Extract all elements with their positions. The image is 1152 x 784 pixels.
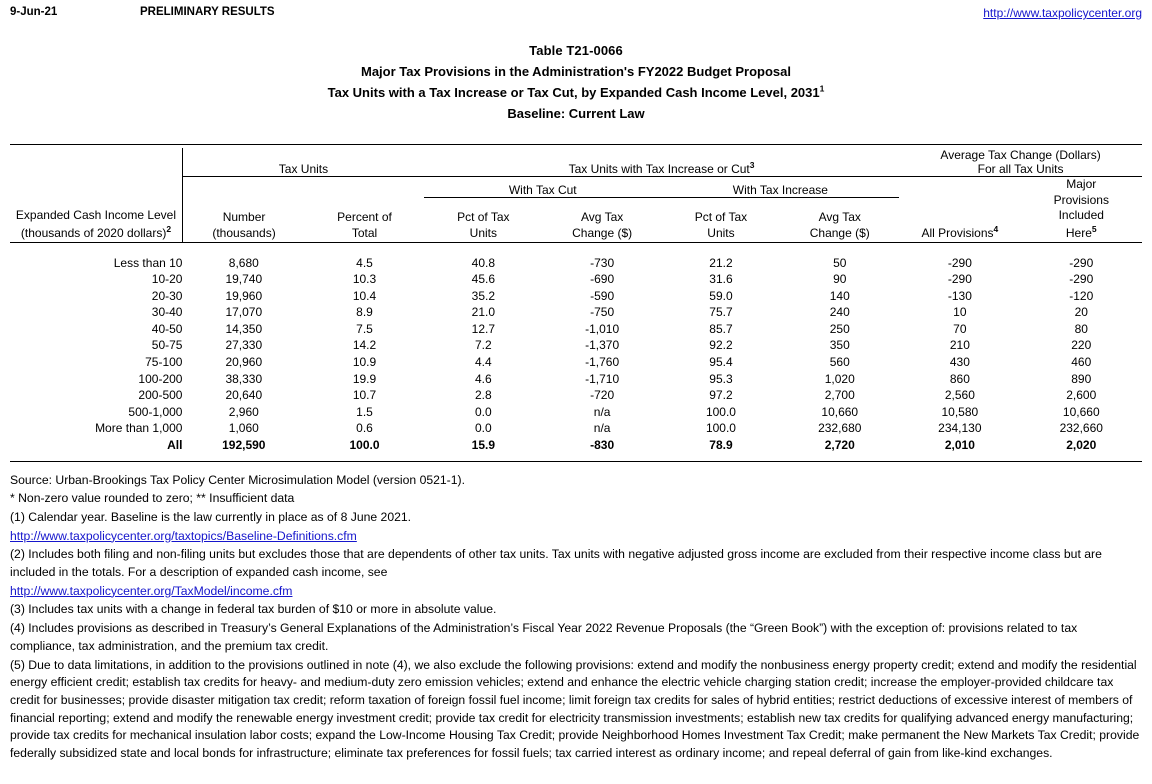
cell-inc-pct: 97.2 — [709, 388, 733, 403]
cell-inc-pct: 75.7 — [709, 305, 733, 320]
cell-percent-total: 10.9 — [352, 355, 377, 370]
cell-inc-avg: 240 — [829, 305, 850, 320]
row-label: Less than 10 — [113, 255, 183, 270]
group-header-increase-or-cut-text: Tax Units with Tax Increase or Cut — [568, 161, 750, 176]
cell-cut-pct: 2.8 — [474, 388, 492, 403]
cell-percent-total: 1.5 — [356, 404, 373, 419]
cell-all-provisions: 2,010 — [944, 438, 975, 453]
row-label: 75-100 — [145, 355, 183, 370]
cell-percent-total: 4.5 — [356, 255, 373, 270]
cell-cut-avg: -830 — [590, 438, 615, 453]
stub-header-footnote: 2 — [166, 224, 172, 235]
cell-percent-total: 7.5 — [356, 321, 373, 336]
cell-number: 14,350 — [225, 321, 263, 336]
cell-major-included: 232,660 — [1059, 421, 1103, 436]
cell-percent-total: 8.9 — [356, 305, 373, 320]
cell-inc-avg: 90 — [833, 272, 847, 287]
note-1: (1) Calendar year. Baseline is the law currently in place as of 8 June 2021. — [10, 510, 412, 524]
cell-cut-avg: -1,710 — [585, 371, 620, 386]
title-line-2-text: Tax Units with a Tax Increase or Tax Cut, by Expanded Cash Income Level, 2031 — [327, 85, 820, 101]
column-header-major-included-footnote: 5 — [1091, 224, 1097, 235]
cell-inc-pct: 31.6 — [709, 272, 733, 287]
cell-percent-total: 0.6 — [356, 421, 373, 436]
cell-inc-pct: 95.3 — [709, 371, 733, 386]
header-link[interactable]: http://www.taxpolicycenter.org — [983, 6, 1142, 20]
row-label: 40-50 — [151, 321, 183, 336]
header-spacer — [10, 243, 1142, 255]
cell-number: 38,330 — [225, 371, 263, 386]
cell-cut-avg: -1,370 — [585, 338, 620, 353]
group-header-increase-or-cut-footnote: 3 — [749, 159, 755, 170]
table-number: Table T21-0066 — [529, 43, 623, 58]
group-header-avg-change-l1: Average Tax Change (Dollars) — [940, 147, 1101, 162]
column-header-percent-total: Percent of Total — [305, 176, 424, 242]
table-total-row — [10, 437, 1142, 454]
cell-number: 19,740 — [225, 272, 263, 287]
row-label: All — [167, 438, 183, 453]
title-line-2-footnote: 1 — [819, 83, 825, 94]
cell-cut-pct: 4.6 — [474, 371, 492, 386]
title-line-1: Major Tax Provisions in the Administration's FY2022 Budget Proposal — [360, 64, 791, 80]
cell-all-provisions: 10 — [953, 305, 967, 320]
cell-cut-pct: 7.2 — [474, 338, 492, 353]
row-label: 500-1,000 — [128, 404, 183, 419]
cell-inc-pct: 100.0 — [705, 421, 736, 436]
cell-inc-pct: 21.2 — [709, 255, 733, 270]
column-header-inc-avg: Avg Tax Change ($) — [780, 197, 899, 242]
cell-cut-avg: -730 — [590, 255, 615, 270]
cell-inc-avg: 10,660 — [821, 404, 859, 419]
subgroup-header-with-cut: With Tax Cut — [424, 176, 662, 197]
cell-all-provisions: -290 — [947, 255, 972, 270]
cell-major-included: 80 — [1074, 321, 1088, 336]
cell-number: 17,070 — [225, 305, 263, 320]
cell-cut-avg: -590 — [590, 288, 615, 303]
title-line-2 — [10, 82, 1142, 103]
cell-cut-avg: -690 — [590, 272, 615, 287]
column-header-all-provisions-footnote: 4 — [993, 224, 999, 235]
cell-cut-pct: 21.0 — [471, 305, 495, 320]
cell-cut-avg: -750 — [590, 305, 615, 320]
header-row-groups — [10, 148, 1142, 177]
cell-major-included: 20 — [1074, 305, 1088, 320]
cell-all-provisions: 234,130 — [938, 421, 982, 436]
cell-inc-pct: 78.9 — [709, 438, 733, 453]
note-rounding: * Non-zero value rounded to zero; ** Insufficient data — [10, 491, 295, 506]
column-header-number: Number (thousands) — [182, 176, 305, 242]
table-bottom-rule — [10, 462, 1142, 465]
cell-cut-pct: 12.7 — [471, 321, 495, 336]
cell-number: 8,680 — [228, 255, 259, 270]
income-definition-link[interactable]: http://www.taxpolicycenter.org/TaxModel/income.cfm — [10, 583, 293, 598]
cell-cut-pct: 45.6 — [471, 272, 495, 287]
row-label: 100-200 — [138, 371, 183, 386]
cell-all-provisions: -130 — [947, 288, 972, 303]
cell-inc-pct: 95.4 — [709, 355, 733, 370]
cell-inc-avg: 232,680 — [818, 421, 862, 436]
table-row — [10, 420, 1142, 437]
row-label: 20-30 — [151, 288, 183, 303]
row-label: More than 1,000 — [95, 421, 183, 436]
cell-major-included: 220 — [1071, 338, 1092, 353]
cell-cut-avg: n/a — [593, 421, 611, 436]
column-header-all-provisions-text: All Provisions — [921, 226, 994, 241]
table-row — [10, 371, 1142, 388]
note-5: (5) Due to data limitations, in addition to the provisions outlined in note (4), we also exclude the following provisions: extend and modify the nonbusiness energy property credit; extend and modify the residential energy efficient credit; establish tax credits for heavy- and medium-duty zero emission vehicles; extend and enhance the electric vehicle charging station credit; increase the employer-provided childcare tax credit for businesses; provide disaster mitigation tax credit; reform taxation of foreign fossil fuel income; limit foreign tax credits for sales of hybrid entities; restrict deductions of excessive interest of members of financial reporting; extend and modify the renewable energy investment credit; provide tax credit for electricity transmission investments; establish new tax credits for qualifying advanced energy manufacturing; provide tax credits for mechanical insulation labor costs; expand the Low-Income Housing Tax Credit; provide Neighborhood Homes Investment Tax Credit; make permanent the New Markets Tax Credit; provide federally subsidized state and local bonds for infrastructure; eliminate tax preferences for fossil fuels; tax carried interest as ordinary income; and repeal deferral of gain from like-kind exchanges. — [10, 657, 1140, 760]
cell-all-provisions: 210 — [949, 338, 970, 353]
group-header-increase-or-cut — [424, 148, 899, 177]
cell-cut-pct: 4.4 — [474, 355, 492, 370]
column-header-cut-avg: Avg Tax Change ($) — [543, 197, 662, 242]
note-4: (4) Includes provisions as described in Treasury’s General Explanations of the Administration’s Fiscal Year 2022 Revenue Proposals (the “Green Book”) with the exception of: provisions related to tax compliance, tax administration, and the premium tax credit. — [10, 621, 1078, 653]
table-row — [10, 404, 1142, 421]
cell-all-provisions: 860 — [949, 371, 970, 386]
note-2: (2) Includes both filing and non-filing units but excludes those that are dependents of other tax units. Tax units with negative adjusted gross income are excluded from their respective income class but are included in the totals. For a description of expanded cash income, see — [10, 547, 1102, 580]
cell-all-provisions: 430 — [949, 355, 970, 370]
title-block — [10, 40, 1142, 124]
cell-cut-avg: -720 — [590, 388, 615, 403]
cell-percent-total: 100.0 — [349, 438, 380, 453]
cell-inc-pct: 85.7 — [709, 321, 733, 336]
cell-major-included: -290 — [1069, 255, 1094, 270]
title-line-3: Baseline: Current Law — [507, 106, 645, 122]
cell-inc-avg: 350 — [829, 338, 850, 353]
cell-major-included: 10,660 — [1062, 404, 1100, 419]
cell-cut-pct: 0.0 — [474, 421, 492, 436]
group-header-tax-units: Tax Units — [182, 148, 423, 177]
cell-major-included: -290 — [1069, 272, 1094, 287]
cell-number: 27,330 — [225, 338, 263, 353]
column-header-inc-pct: Pct of Tax Units — [662, 197, 781, 242]
cell-number: 19,960 — [225, 288, 263, 303]
group-header-avg-change-l2: For all Tax Units — [977, 161, 1064, 176]
cell-cut-avg: -1,760 — [585, 355, 620, 370]
cell-percent-total: 10.4 — [352, 288, 377, 303]
table-row — [10, 304, 1142, 321]
column-header-cut-pct: Pct of Tax Units — [424, 197, 543, 242]
header-date: 9-Jun-21 — [10, 6, 58, 18]
footer-spacer — [10, 454, 1142, 462]
row-label: 30-40 — [151, 305, 183, 320]
cell-percent-total: 19.9 — [352, 371, 377, 386]
table-row — [10, 288, 1142, 305]
footnotes — [10, 472, 1142, 763]
cell-number: 2,960 — [228, 404, 259, 419]
table-row — [10, 321, 1142, 338]
cell-all-provisions: 10,580 — [941, 404, 979, 419]
table-row — [10, 354, 1142, 371]
group-header-avg-change — [899, 148, 1142, 177]
cell-inc-avg: 50 — [833, 255, 847, 270]
cell-inc-avg: 1,020 — [824, 371, 855, 386]
cell-inc-pct: 59.0 — [709, 288, 733, 303]
cell-percent-total: 10.7 — [352, 388, 377, 403]
subgroup-header-with-increase: With Tax Increase — [662, 176, 900, 197]
stub-header — [10, 148, 182, 243]
cell-major-included: 2,600 — [1066, 388, 1097, 403]
header-status: PRELIMINARY RESULTS — [140, 6, 275, 18]
cell-inc-pct: 100.0 — [705, 404, 736, 419]
cell-percent-total: 10.3 — [352, 272, 377, 287]
cell-cut-pct: 0.0 — [474, 404, 492, 419]
table-row — [10, 271, 1142, 288]
cell-cut-pct: 15.9 — [471, 438, 495, 453]
stub-header-text: Expanded Cash Income Level (thousands of 2020 dollars) — [15, 208, 177, 241]
cell-inc-avg: 560 — [829, 355, 850, 370]
cell-cut-avg: -1,010 — [585, 321, 620, 336]
cell-major-included: 2,020 — [1066, 438, 1097, 453]
row-label: 10-20 — [151, 272, 183, 287]
cell-cut-pct: 35.2 — [471, 288, 495, 303]
cell-percent-total: 14.2 — [352, 338, 377, 353]
baseline-definitions-link[interactable]: http://www.taxpolicycenter.org/taxtopics/Baseline-Definitions.cfm — [10, 528, 357, 543]
cell-all-provisions: 70 — [953, 321, 967, 336]
document-header — [10, 4, 1142, 22]
cell-inc-avg: 2,720 — [824, 438, 855, 453]
cell-number: 1,060 — [228, 421, 259, 436]
cell-inc-avg: 2,700 — [824, 388, 855, 403]
cell-inc-pct: 92.2 — [709, 338, 733, 353]
cell-cut-pct: 40.8 — [471, 255, 495, 270]
cell-cut-avg: n/a — [593, 404, 611, 419]
cell-number: 20,960 — [225, 355, 263, 370]
table-row — [10, 255, 1142, 272]
cell-all-provisions: 2,560 — [944, 388, 975, 403]
cell-major-included: 890 — [1071, 371, 1092, 386]
row-label: 200-500 — [138, 388, 183, 403]
column-header-all-provisions — [899, 176, 1020, 242]
table-row — [10, 337, 1142, 354]
cell-major-included: -120 — [1069, 288, 1094, 303]
data-table — [10, 144, 1142, 464]
column-header-major-included: Major Provisions Included Here$^5$ — [1021, 176, 1142, 242]
cell-number: 192,590 — [222, 438, 266, 453]
note-source: Source: Urban-Brookings Tax Policy Center Microsimulation Model (version 0521-1). — [10, 472, 465, 487]
row-label: 50-75 — [151, 338, 183, 353]
cell-inc-avg: 250 — [829, 321, 850, 336]
note-3: (3) Includes tax units with a change in federal tax burden of $10 or more in absolute value. — [10, 602, 497, 617]
cell-inc-avg: 140 — [829, 288, 850, 303]
cell-major-included: 460 — [1071, 355, 1092, 370]
table-row — [10, 387, 1142, 404]
cell-number: 20,640 — [225, 388, 263, 403]
cell-all-provisions: -290 — [947, 272, 972, 287]
